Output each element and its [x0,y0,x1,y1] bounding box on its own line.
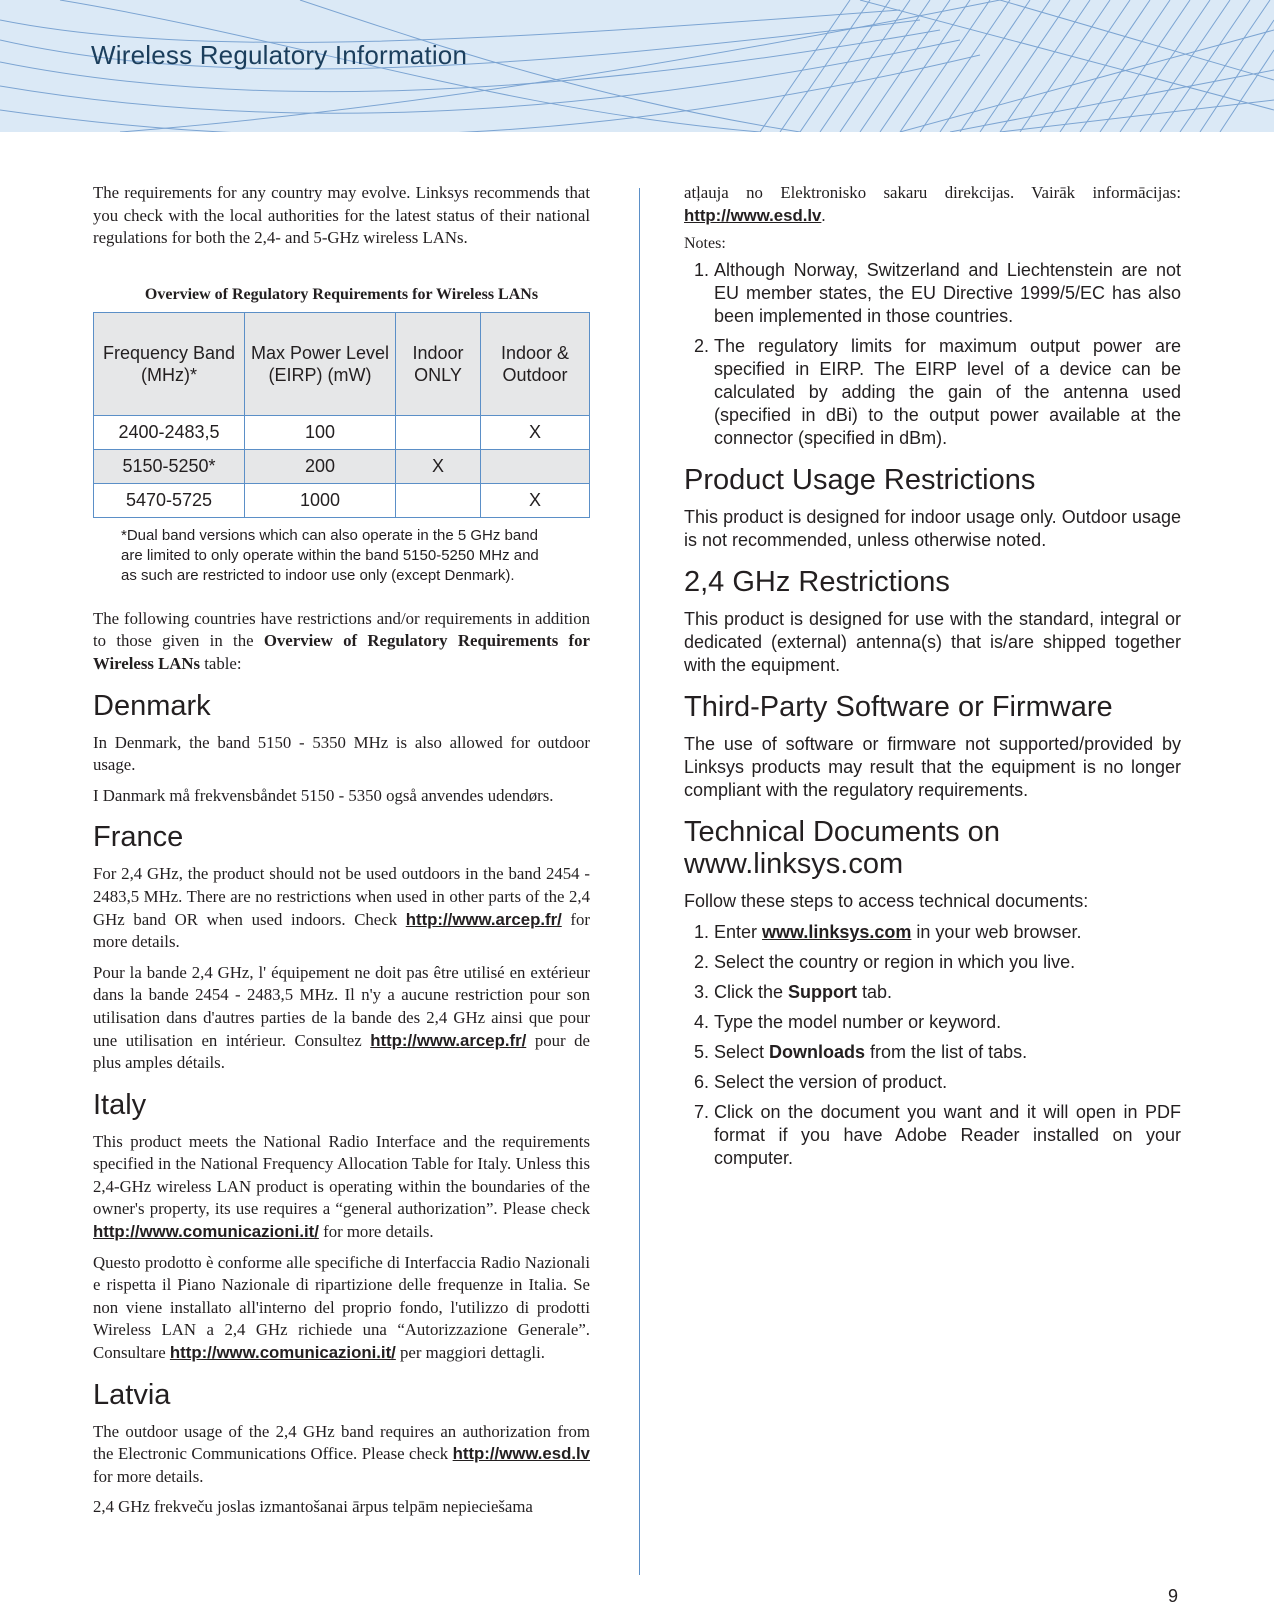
ghz-text: This product is designed for use with the standard, integral or dedicated (external) antenna(s) that is/are shipped together with the equipment. [684,609,1181,676]
table-cell: X [481,415,590,449]
step5-text: Select [714,1042,770,1063]
heading-france: France [93,821,184,854]
table-header-row [94,312,590,415]
table-row [94,483,590,517]
table-cell [396,415,481,449]
table-cell: X [396,449,481,483]
tech-heading-line1: Technical Documents on [684,816,1000,849]
header-max-power: Max Power Level (EIRP) (mW) [245,312,396,415]
france-text-end: for more details. [93,909,590,952]
latvia-cont-end: . [821,205,826,225]
step-item [714,981,1181,1004]
usage-text: This product is designed for indoor usage only. Outdoor usage is not recommended, unless otherwise noted. [684,507,1181,551]
notes-list [684,259,1181,450]
table-title: Overview of Regulatory Requirements for Wireless LANs [144,285,539,303]
heading-third-party: Third-Party Software or Firmware [684,691,1113,724]
comunicazioni-link[interactable]: http://www.comunicazioni.it/ [93,1222,319,1242]
heading-ghz-restrictions: 2,4 GHz Restrictions [684,566,950,599]
arcep-link-fr[interactable]: http://www.arcep.fr/ [370,1030,527,1050]
table-footnote: *Dual band versions which can also operate in the 5 GHz band are limited to only operate within the band 5150-5250 MHz and as such are restricted to indoor use only (except Denmark). [121,526,539,584]
following-text: The following countries have restrictions and/or requirements in addition to those given in the [93,608,590,651]
following-text-end: table: [200,653,242,673]
table-cell: 5470-5725 [94,483,245,517]
comunicazioni-link-it[interactable]: http://www.comunicazioni.it/ [169,1343,396,1363]
step-item: 2. Select the country or region in which you live. [714,951,1181,974]
italy-italian [93,1252,590,1365]
steps-list [684,921,1181,1170]
intro-paragraph: The requirements for any country may evolve. Linksys recommends that you check with the local authorities for the latest status of their national regulations for both the 2,4- and 5-GHz wireless LANs. [93,183,590,248]
note-item: 1. Although Norway, Switzerland and Liechtenstein are not EU member states, the EU Directive 1999/5/EC has also been implemented in those countries. [714,259,1181,328]
france-french [93,962,590,1075]
latvia-text-end: for more details. [93,1466,204,1486]
step3-text: Click the [714,982,789,1003]
page-header-title: Wireless Regulatory Information [91,40,468,70]
italy-text-end: for more details. [318,1222,434,1242]
step5-text-end: from the list of tabs. [865,1042,1028,1063]
table-cell: 5150-5250* [94,449,245,483]
table-row [94,415,590,449]
table-cell [481,449,590,483]
right-column [684,182,1181,1177]
page-number: 9 [1168,1586,1179,1606]
italy-english [93,1131,590,1244]
table-cell: 100 [245,415,396,449]
note-item: 2. The regulatory limits for maximum output power are specified in EIRP. The EIRP level of a device can be calculated by adding the gain of the antenna used (specified in dBi) to the output power available at the connector (specified in dBm). [714,335,1181,450]
latvia-english [93,1421,590,1489]
step1-text-end: in your web browser. [911,922,1082,943]
arcep-link[interactable]: http://www.arcep.fr/ [405,909,562,929]
heading-latvia: Latvia [93,1378,171,1411]
heading-denmark: Denmark [93,689,211,722]
italy-it-text: Questo prodotto è conforme alle specifiche di Interfaccia Radio Nazionali e rispetta il Piano Nazionale di ripartizione delle frequenze in Italia. Se non viene installato all'interno del proprio fondo, l'utilizzo di prodotti Wireless LAN a 2,4 GHz richiede una “Autorizzazione Generale”. Consultare [93,1252,590,1363]
header-banner [0,0,1274,132]
esd-link-lv[interactable]: http://www.esd.lv [684,205,822,225]
heading-technical-documents [684,816,1181,880]
notes-label: Notes: [684,235,726,253]
denmark-english: In Denmark, the band 5150 - 5350 MHz is also allowed for outdoor usage. [93,732,590,775]
tech-intro: Follow these steps to access technical documents: [684,891,1089,912]
table-cell: 2400-2483,5 [94,415,245,449]
heading-product-usage: Product Usage Restrictions [684,464,1036,497]
step-item: 7. Click on the document you want and it will open in PDF format if you have Adobe Reader installed on your computer. [714,1101,1181,1170]
table-cell: 200 [245,449,396,483]
latvia-cont-text: atļauja no Elektronisko sakaru direkcijas. Vairāk informācijas: [684,183,1181,202]
table-cell: 1000 [245,483,396,517]
support-bold: Support [788,982,858,1003]
following-bold: Overview of Regulatory Requirements for Wireless LANs [93,631,590,673]
denmark-danish: I Danmark må frekvensbåndet 5150 - 5350 også anvendes udendørs. [93,785,554,805]
latvia-latvian: 2,4 GHz frekveču joslas izmantošanai ārpus telpām nepieciešama [93,1497,533,1517]
table-cell: X [481,483,590,517]
left-column [93,182,590,1527]
regulatory-table [93,312,590,518]
step-item: 4. Type the model number or keyword. [714,1011,1181,1034]
step1-text: Enter [714,922,763,943]
france-fr-text: Pour la bande 2,4 GHz, l' équipement ne doit pas être utilisé en extérieur dans la bande 2454 - 2483,5 MHz. Il n'y a aucune restriction pour son utilisation dans d'autres parties de la bande des 2,4 GHz ainsi que pour une utilisation en intérieur. Consultez [93,962,590,1050]
step-item [714,1041,1181,1064]
italy-text: This product meets the National Radio Interface and the requirements specified in the National Frequency Allocation Table for Italy. Unless this 2,4-GHz wireless LAN product is operating within the boundaries of the owner's property, its use requires a “general authorization”. Please check [93,1131,590,1219]
step3-text-end: tab. [857,982,893,1003]
france-fr-text-end: pour de plus amples détails. [93,1030,590,1073]
france-english [93,863,590,953]
latvia-text: The outdoor usage of the 2,4 GHz band requires an authorization from the Electronic Communications Office. Please check [93,1421,590,1464]
following-countries-paragraph [93,608,590,676]
header-frequency: Frequency Band (MHz)* [94,312,245,415]
table-cell [396,483,481,517]
esd-link[interactable]: http://www.esd.lv [452,1444,590,1464]
header-indoor-outdoor: Indoor & Outdoor [481,312,590,415]
france-text: For 2,4 GHz, the product should not be used outdoors in the band 2454 - 2483,5 MHz. There are no restrictions when used in other parts of the 2,4 GHz band OR when used indoors. Check [93,864,590,929]
step-item: 6. Select the version of product. [714,1071,1181,1094]
latvia-latvian-continued [684,182,1181,227]
tech-heading-line2: www.linksys.com [684,848,904,881]
third-party-text: The use of software or firmware not supported/provided by Linksys products may result that the equipment is no longer compliant with the regulatory requirements. [684,734,1181,801]
table-row [94,449,590,483]
italy-it-text-end: per maggiori dettagli. [395,1343,545,1363]
linksys-link[interactable]: www.linksys.com [762,922,912,943]
downloads-bold: Downloads [769,1042,866,1063]
step-item [714,921,1181,944]
column-divider [639,188,640,1575]
header-indoor-only: Indoor ONLY [396,312,481,415]
heading-italy: Italy [93,1088,147,1121]
